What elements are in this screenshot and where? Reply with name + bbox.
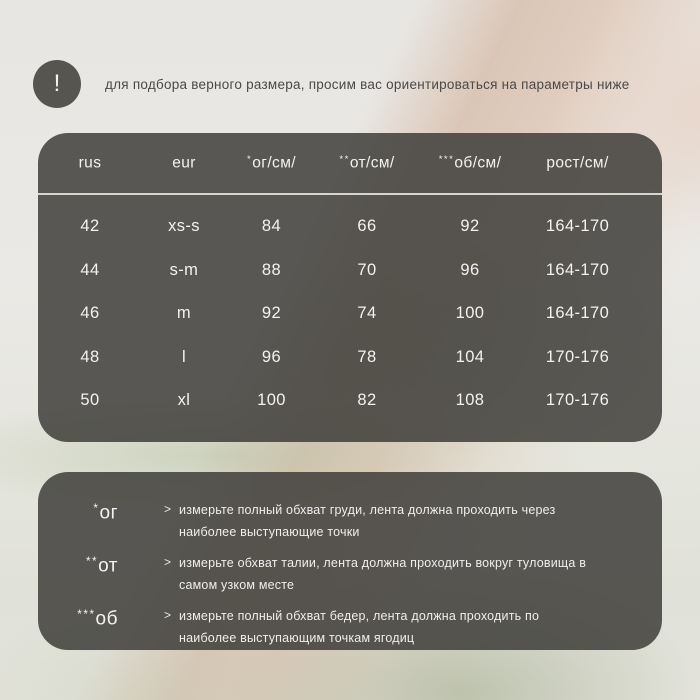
table-cell: 170-176: [545, 391, 610, 410]
table-cell: 164-170: [545, 217, 610, 236]
table-cell: l: [181, 347, 187, 366]
table-cell: 74: [357, 304, 377, 323]
column-header-chest: [226, 154, 317, 172]
arrow-marker: >: [164, 502, 172, 516]
table-cell: 92: [261, 304, 282, 323]
asterisk-mark: ***: [77, 608, 96, 621]
table-cell: m: [176, 304, 192, 323]
notice-text: для подбора верного размера, просим вас ориентироваться на параметры ниже: [105, 76, 630, 92]
legend-term: [38, 502, 118, 524]
column-header-label: ог/см/: [252, 154, 296, 172]
asterisk-mark: ***: [438, 153, 455, 165]
legend-term-label: об: [95, 608, 118, 630]
column-header-height: [523, 154, 632, 172]
table-cell: 100: [257, 391, 286, 410]
measurement-legend-card: [38, 472, 662, 650]
legend-definition: [164, 499, 599, 543]
legend-term: [38, 555, 118, 577]
table-cell: 164-170: [545, 304, 610, 323]
arrow-marker: >: [164, 555, 172, 569]
legend-text: измерьте полный обхват груди, лента должна проходить через наиболее выступающие точки: [179, 503, 556, 539]
table-row: [38, 249, 662, 293]
asterisk-mark: **: [85, 555, 99, 568]
legend-definition: [164, 552, 599, 596]
table-cell: 82: [357, 391, 377, 410]
column-header-label: от/см/: [349, 154, 395, 172]
table-cell: 78: [357, 347, 377, 366]
table-cell: s-m: [169, 260, 199, 279]
table-cell: 70: [357, 260, 377, 279]
table-cell: 108: [455, 391, 485, 410]
legend-item-waist: [38, 552, 632, 596]
table-cell: xl: [177, 391, 191, 410]
column-header-waist: [317, 154, 417, 172]
table-cell: 96: [261, 347, 282, 366]
size-table-card: [38, 133, 662, 442]
column-header-hips: [417, 154, 523, 172]
asterisk-mark: **: [339, 153, 350, 165]
table-cell: 66: [357, 217, 377, 236]
legend-text: измерьте полный обхват бедер, лента должна проходить по наиболее выступающим точкам ягодиц: [179, 609, 540, 645]
table-row: [38, 292, 662, 336]
table-cell: 170-176: [545, 347, 610, 366]
table-cell: 42: [80, 217, 100, 236]
exclamation-icon: !: [33, 60, 81, 108]
column-header-label: об/см/: [454, 154, 502, 172]
table-cell: 88: [261, 260, 282, 279]
table-cell: xs-s: [168, 217, 200, 236]
column-header-label: rus: [78, 154, 102, 172]
asterisk-mark: *: [93, 502, 100, 515]
column-header-label: рост/см/: [546, 154, 609, 172]
table-cell: 48: [80, 347, 100, 366]
table-cell: 46: [80, 304, 100, 323]
table-cell: 50: [80, 391, 100, 410]
legend-item-hips: [38, 605, 632, 649]
arrow-marker: >: [164, 608, 172, 622]
table-row: [38, 379, 662, 423]
legend-text: измерьте обхват талии, лента должна проходить вокруг туловища в самом узком месте: [179, 556, 587, 592]
table-cell: 92: [460, 217, 480, 236]
column-header-eur: [142, 154, 226, 172]
legend-item-chest: [38, 499, 632, 543]
table-row: [38, 336, 662, 380]
notice-row: [33, 60, 664, 108]
legend-term-label: от: [98, 555, 118, 577]
table-cell: 44: [80, 260, 100, 279]
table-cell: 164-170: [545, 260, 610, 279]
column-header-label: eur: [172, 154, 196, 172]
table-header-row: [38, 133, 662, 193]
table-cell: 104: [455, 347, 485, 366]
legend-term: [38, 608, 118, 630]
table-body: [38, 195, 662, 423]
table-row: [38, 205, 662, 249]
asterisk-mark: *: [247, 153, 253, 165]
table-cell: 100: [455, 304, 485, 323]
legend-definition: [164, 605, 599, 649]
column-header-rus: [38, 154, 142, 172]
legend-term-label: ог: [99, 502, 118, 524]
table-cell: 96: [460, 260, 480, 279]
table-cell: 84: [261, 217, 282, 236]
